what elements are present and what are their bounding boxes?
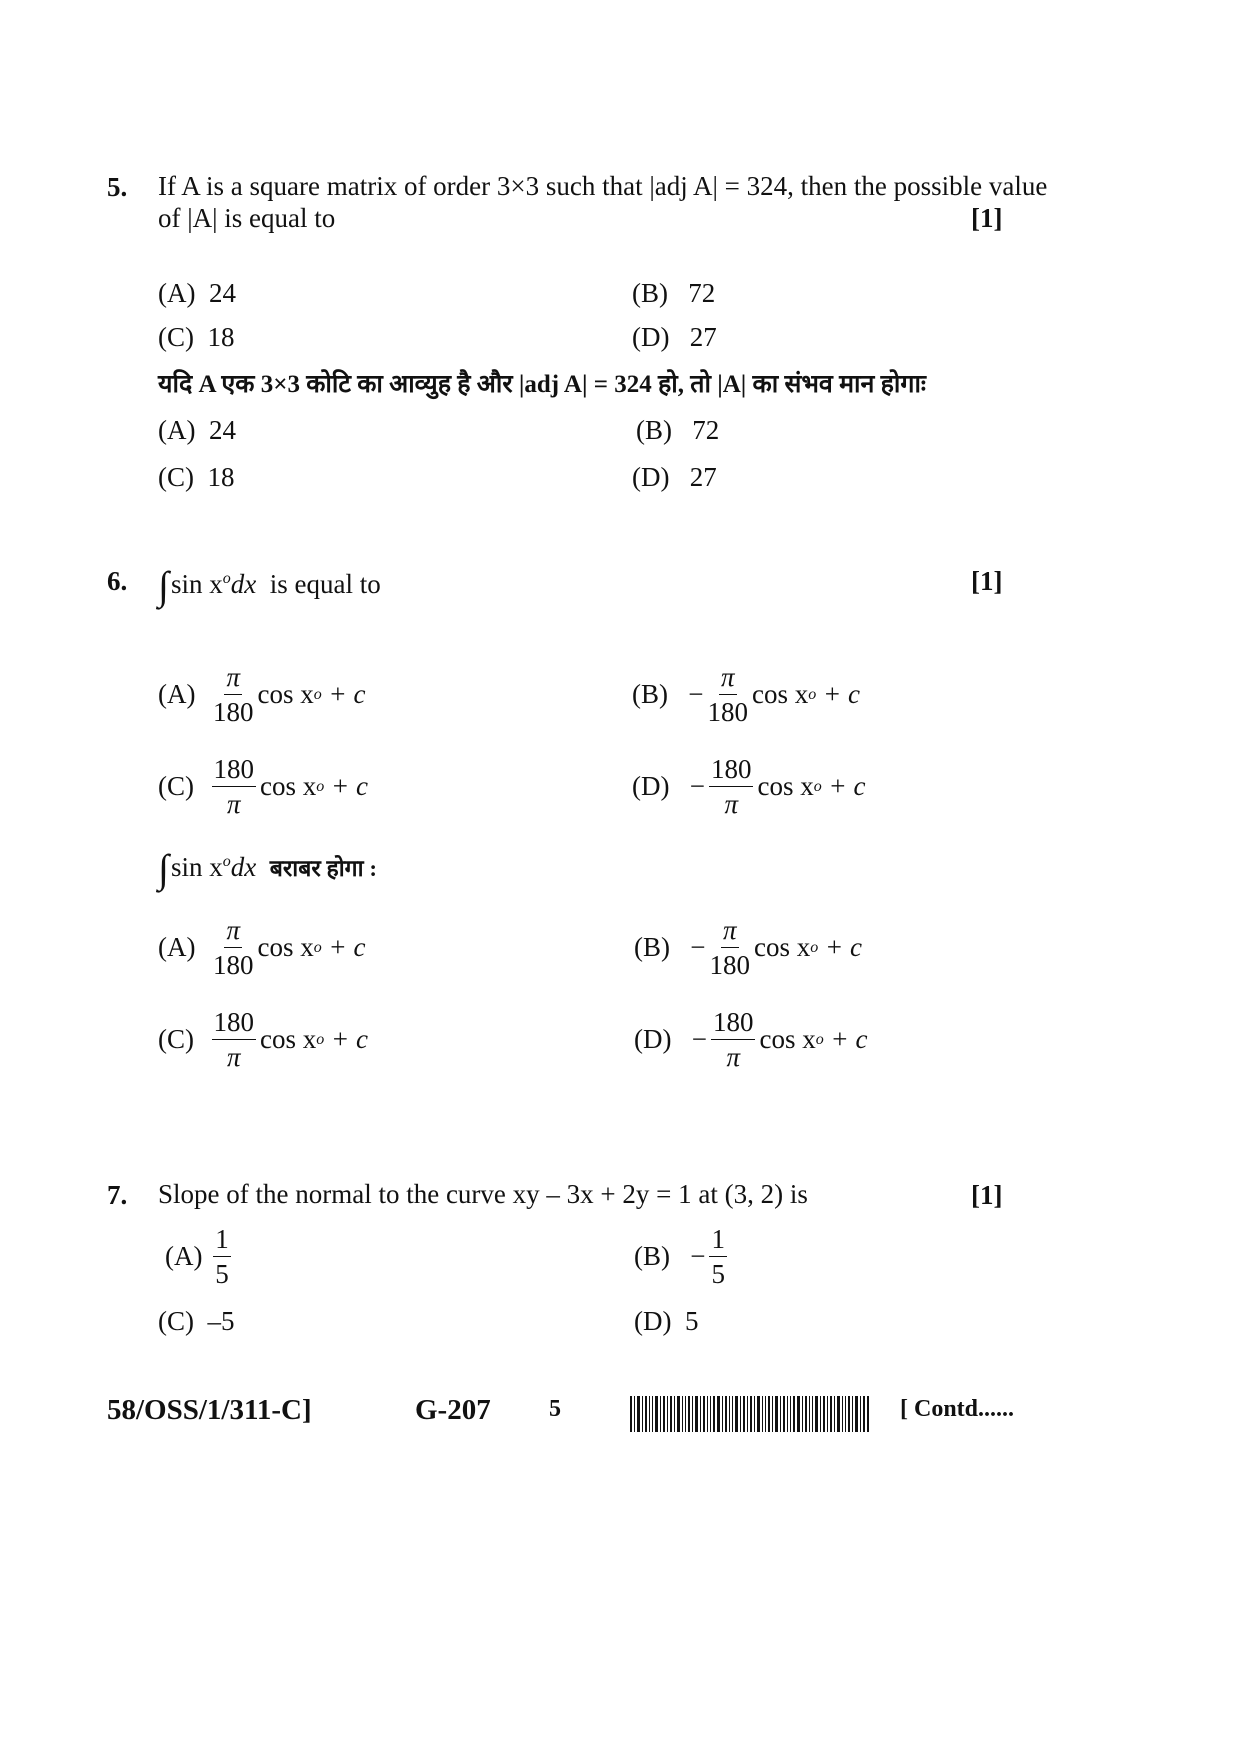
q5-option-c: 18 xyxy=(207,322,235,352)
q6-hi-option-c-label: (C) xyxy=(158,1024,194,1054)
cos-expr: cos x xyxy=(753,932,811,962)
fraction-denominator: π xyxy=(726,1042,740,1072)
q6-option-a xyxy=(158,660,365,729)
question-6-number: 6. xyxy=(107,566,128,596)
q6-option-a-label: (A) xyxy=(158,679,196,709)
q7-option-a xyxy=(165,1222,235,1291)
fraction-numerator: 180 xyxy=(212,1005,257,1040)
degree-sup: o xyxy=(316,777,325,795)
q6-hi-option-a xyxy=(158,913,365,982)
q6-hi-option-b-label: (B) xyxy=(634,932,670,962)
cos-expr: cos x xyxy=(759,1024,816,1054)
question-6-marks: [1] xyxy=(971,566,1003,596)
fraction-numerator: π xyxy=(224,660,242,695)
fraction xyxy=(709,913,750,982)
q6-integrand-sup: o xyxy=(222,570,231,587)
q6-integrand-dx: dx xyxy=(230,569,257,599)
q6-integrand: sin x xyxy=(170,569,223,599)
plus-c: + c xyxy=(331,771,368,801)
q5-option-c-label: (C) xyxy=(158,322,194,352)
fraction-denominator: 5 xyxy=(215,1259,229,1289)
plus-c: + c xyxy=(328,932,366,962)
degree-sup: o xyxy=(808,685,817,703)
integral-sign-icon: ∫ xyxy=(158,846,169,891)
cos-expr: cos x xyxy=(257,679,314,709)
fraction xyxy=(709,1222,727,1291)
question-5-text-line2: of |A| is equal to xyxy=(158,203,336,233)
q5-hi-option-b-label: (B) xyxy=(636,415,672,445)
q5-hi-option-d: 27 xyxy=(689,462,717,492)
series-code: G-207 xyxy=(415,1394,491,1426)
q7-option-a-label: (A) xyxy=(165,1241,203,1271)
cos-expr: cos x xyxy=(257,932,314,962)
fraction-denominator: 180 xyxy=(212,950,254,980)
fraction xyxy=(707,660,748,729)
fraction xyxy=(711,1005,756,1074)
degree-sup: o xyxy=(810,938,819,956)
page-number: 5 xyxy=(549,1396,561,1422)
q6-hi-integrand-sup: o xyxy=(222,853,231,870)
q5-hi-option-d-label: (D) xyxy=(632,462,670,492)
fraction-numerator: 180 xyxy=(212,752,257,787)
q6-hi-option-c xyxy=(158,1005,368,1074)
q6-hi-option-d xyxy=(634,1005,867,1074)
minus-sign: − xyxy=(691,1024,707,1054)
minus-sign: − xyxy=(690,932,706,962)
barcode-icon xyxy=(630,1396,870,1434)
q5-hi-option-c: 18 xyxy=(207,462,235,492)
q7-option-d-label: (D) xyxy=(634,1306,672,1336)
question-7-marks: [1] xyxy=(971,1180,1003,1210)
fraction xyxy=(213,1222,231,1291)
q6-hi-integrand-dx: dx xyxy=(230,852,257,882)
q5-hi-option-b: 72 xyxy=(692,415,720,445)
fraction xyxy=(213,660,254,729)
degree-sup: o xyxy=(313,938,322,956)
q6-option-b-label: (B) xyxy=(632,679,668,709)
q7-option-d: 5 xyxy=(684,1306,699,1336)
minus-sign: − xyxy=(689,771,705,801)
q6-hi-option-a-label: (A) xyxy=(158,932,196,962)
q5-option-b-label: (B) xyxy=(632,278,668,308)
q6-hi-option-b xyxy=(634,913,862,982)
q6-option-c-label: (C) xyxy=(158,771,194,801)
q5-option-d: 27 xyxy=(689,322,717,352)
q7-option-b xyxy=(634,1222,731,1291)
question-6-text xyxy=(158,562,381,608)
fraction-denominator: π xyxy=(226,1042,241,1072)
fraction-denominator: π xyxy=(226,789,241,819)
cos-expr: cos x xyxy=(260,771,317,801)
q6-hi-integrand: sin x xyxy=(170,852,223,882)
continued-label: [ Contd...... xyxy=(900,1396,1015,1422)
fraction-numerator: π xyxy=(721,913,739,948)
degree-sup: o xyxy=(313,685,322,703)
question-5-text-line1: If A is a square matrix of order 3×3 such that |adj A| = 324, then the possible value xyxy=(158,171,1048,201)
fraction-denominator: π xyxy=(724,789,738,819)
fraction xyxy=(709,752,754,821)
q6-option-c xyxy=(158,752,368,821)
integral-sign-icon: ∫ xyxy=(158,563,169,608)
fraction-numerator: π xyxy=(224,913,242,948)
q7-option-c-label: (C) xyxy=(158,1306,194,1336)
plus-c: + c xyxy=(331,1024,368,1054)
fraction-denominator: 180 xyxy=(212,697,254,727)
plus-c: + c xyxy=(328,679,366,709)
q5-option-a-label: (A) xyxy=(158,278,196,308)
paper-code: 58/OSS/1/311-C] xyxy=(107,1394,312,1426)
degree-sup: o xyxy=(813,777,822,795)
q6-option-b xyxy=(632,660,860,729)
q5-hi-option-a: 24 xyxy=(208,415,236,445)
fraction-numerator: 180 xyxy=(709,752,754,787)
fraction-denominator: 180 xyxy=(707,697,748,727)
question-5-marks: [1] xyxy=(971,203,1003,233)
question-5-hindi-text: यदि A एक 3×3 कोटि का आव्युह है और |adj A| = 324 हो, तो |A| का संभव मान होगाः xyxy=(158,371,926,398)
q6-option-d-label: (D) xyxy=(632,771,670,801)
cos-expr: cos x xyxy=(751,679,809,709)
degree-sup: o xyxy=(316,1030,325,1048)
question-7-text: Slope of the normal to the curve xy – 3x + 2y = 1 at (3, 2) is xyxy=(158,1179,808,1209)
question-6-hindi-text xyxy=(158,845,377,891)
fraction-numerator: π xyxy=(719,660,737,695)
cos-expr: cos x xyxy=(757,771,814,801)
plus-c: + c xyxy=(824,932,862,962)
fraction xyxy=(212,752,257,821)
cos-expr: cos x xyxy=(260,1024,317,1054)
fraction-numerator: 1 xyxy=(213,1222,231,1257)
fraction-numerator: 1 xyxy=(709,1222,727,1257)
fraction-denominator: 5 xyxy=(711,1259,725,1289)
q6-text-en: is equal to xyxy=(269,569,381,599)
degree-sup: o xyxy=(815,1030,824,1048)
minus-sign: − xyxy=(690,1241,706,1271)
q5-option-d-label: (D) xyxy=(632,322,670,352)
q6-option-d xyxy=(632,752,865,821)
fraction xyxy=(212,1005,257,1074)
q7-option-b-label: (B) xyxy=(634,1241,670,1271)
q5-option-b: 72 xyxy=(688,278,716,308)
q6-text-hi: बराबर होगा : xyxy=(269,856,377,881)
q7-option-c: –5 xyxy=(207,1306,235,1336)
question-5-number: 5. xyxy=(107,172,128,202)
fraction-denominator: 180 xyxy=(709,950,750,980)
fraction xyxy=(213,913,254,982)
minus-sign: − xyxy=(688,679,704,709)
q5-hi-option-a-label: (A) xyxy=(158,415,196,445)
plus-c: + c xyxy=(822,679,860,709)
plus-c: + c xyxy=(830,1024,868,1054)
q5-option-a: 24 xyxy=(208,278,236,308)
q5-hi-option-c-label: (C) xyxy=(158,462,194,492)
plus-c: + c xyxy=(828,771,866,801)
question-7-number: 7. xyxy=(107,1180,128,1210)
q6-hi-option-d-label: (D) xyxy=(634,1024,672,1054)
fraction-numerator: 180 xyxy=(711,1005,756,1040)
